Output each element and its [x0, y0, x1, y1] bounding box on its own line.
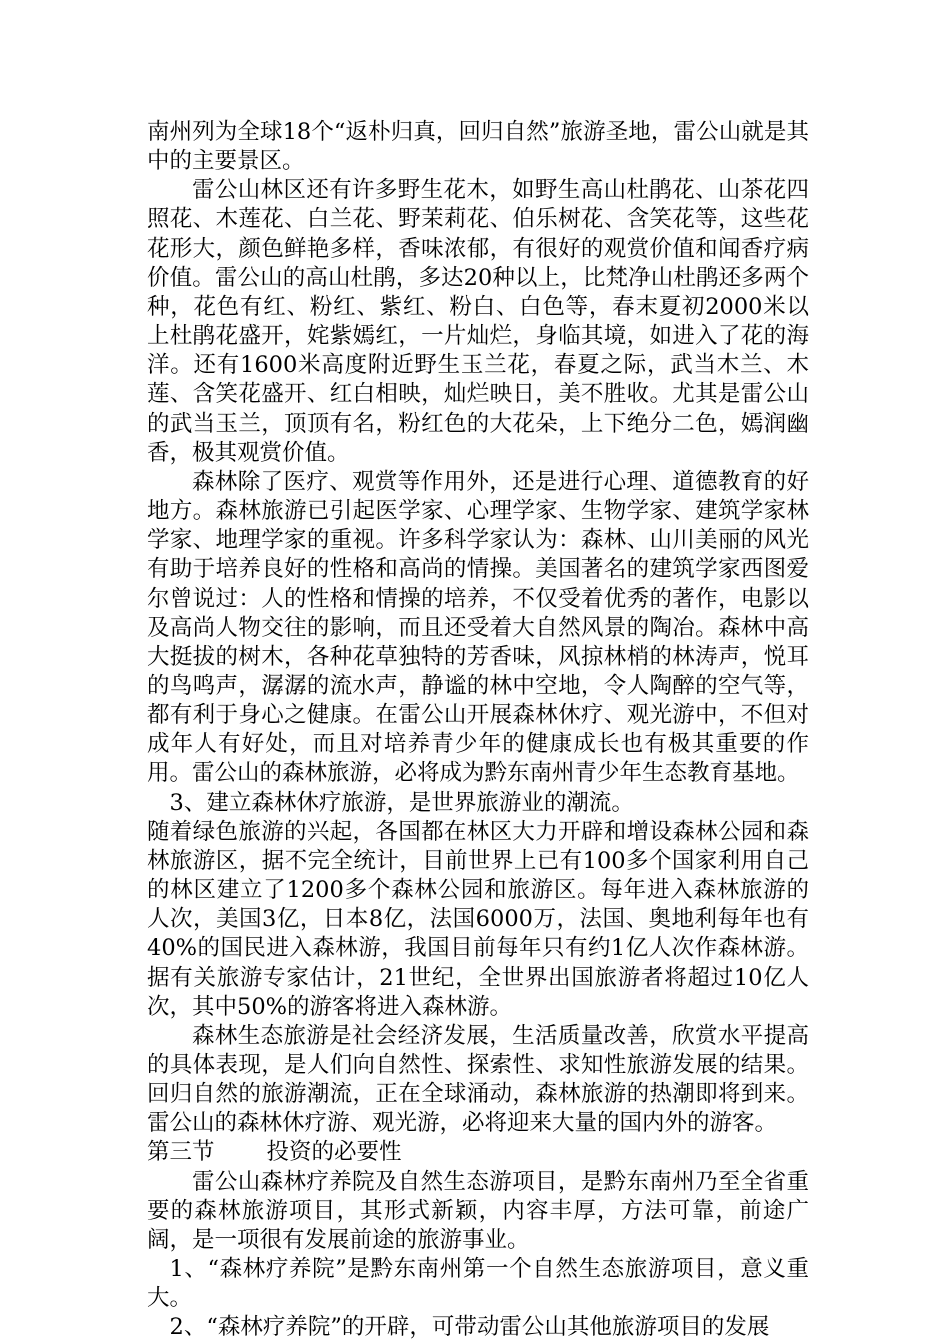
- section-title: 投资的必要性: [266, 1139, 402, 1166]
- paragraph-continuation: 南州列为全球18个“返朴归真，回归自然”旅游圣地，雷公山就是其中的主要景区。: [147, 119, 809, 175]
- paragraph-green-tourism: 随着绿色旅游的兴起，各国都在林区大力开辟和增设森林公园和森林旅游区，据不完全统计，目前世界上已有100多个国家利用自己的林区建立了1200多个森林公园和旅游区。每年进入森林旅游的人次，美国3亿，日本8亿，法国6000万，法国、奥地利每年也有40%的国民进入森林游，我国目前每年只有约1亿人次作森林游。据有关旅游专家估计，21世纪，全世界出国旅游者将超过10亿人次，其中50%的游客将进入森林游。: [147, 818, 809, 1020]
- list-item-1: 1、“森林疗养院”是黔东南州第一个自然生态旅游项目，意义重大。: [147, 1256, 809, 1312]
- section-heading: [147, 1138, 809, 1167]
- section-number: 第三节: [147, 1139, 215, 1166]
- paragraph-project-intro: 雷公山森林疗养院及自然生态游项目，是黔东南州乃至全省重要的森林旅游项目，其形式新颖，内容丰厚，方法可靠，前途广阔，是一项很有发展前途的旅游事业。: [147, 1168, 809, 1253]
- list-item-3: 3、建立森林休疗旅游，是世界旅游业的潮流。: [169, 789, 634, 816]
- list-item-2: 2、“森林疗养院”的开辟，可带动雷公山其他旅游项目的发展: [169, 1314, 770, 1341]
- paragraph-forest-education: 森林除了医疗、观赏等作用外，还是进行心理、道德教育的好地方。森林旅游已引起医学家、心理学家、生物学家、建筑学家林学家、地理学家的重视。许多科学家认为：森林、山川美丽的风光有助于培养良好的性格和高尚的情操。美国著名的建筑学家西图爱尔曾说过：人的性格和情操的培养，不仅受着优秀的著作，电影以及高尚人物交往的影响，而且还受着大自然风景的陶冶。森林中高大挺拔的树木，各种花草独特的芳香味，风掠林梢的林涛声，悦耳的鸟鸣声，潺潺的流水声，静谧的林中空地，令人陶醉的空气等，都有利于身心之健康。在雷公山开展森林休疗、观光游中，不但对成年人有好处，而且对培养青少年的健康成长也有极其重要的作用。雷公山的森林旅游，必将成为黔东南州青少年生态教育基地。: [147, 468, 809, 787]
- paragraph-wild-flowers: 雷公山林区还有许多野生花木，如野生高山杜鹃花、山茶花四照花、木莲花、白兰花、野茉莉花、伯乐树花、含笑花等，这些花花形大，颜色鲜艳多样，香味浓郁，有很好的观赏价值和闻香疗病价值。雷公山的高山杜鹃，多达20种以上，比梵净山杜鹃还多两个种，花色有红、粉红、紫红、粉白、白色等，春末夏初2000米以上杜鹃花盛开，姹紫嫣红，一片灿烂，身临其境，如进入了花的海洋。还有1600米高度附近野生玉兰花，春夏之际，武当木兰、木莲、含笑花盛开、红白相映，灿烂映日，美不胜收。尤其是雷公山的武当玉兰，顶顶有名，粉红色的大花朵，上下绝分二色，嫣润幽香，极其观赏价值。: [147, 177, 809, 466]
- document-page: [147, 118, 809, 1343]
- paragraph-eco-tourism: 森林生态旅游是社会经济发展，生活质量改善，欣赏水平提高的具体表现，是人们向自然性、探索性、求知性旅游发展的结果。回归自然的旅游潮流，正在全球涌动，森林旅游的热潮即将到来。雷公山的森林休疗游、观光游，必将迎来大量的国内外的游客。: [147, 1022, 809, 1137]
